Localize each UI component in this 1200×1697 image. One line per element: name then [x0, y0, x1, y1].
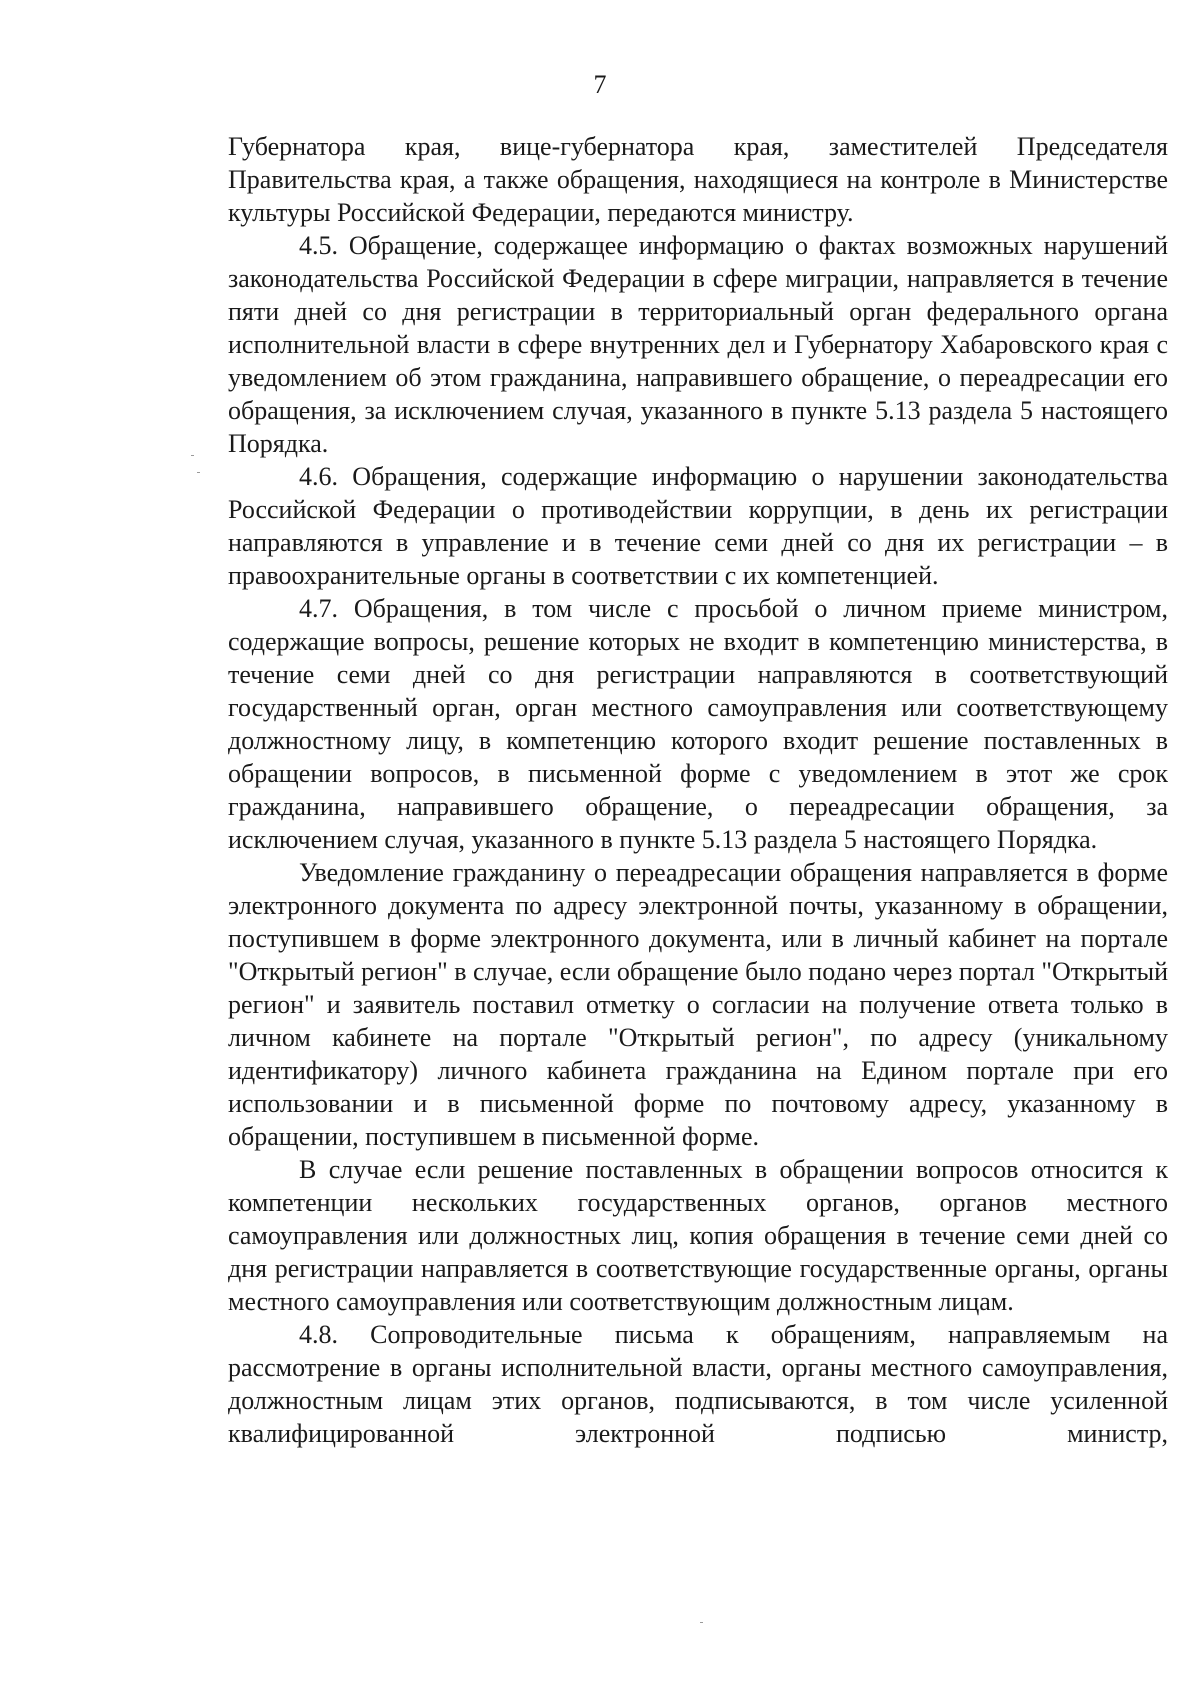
scan-speck: [191, 455, 194, 456]
paragraph-4-8: 4.8. Сопроводительные письма к обращениям, направляемым на рассмотрение в органы исполнительной власти, органы местного самоуправления, должностным лицам этих органов, подписываются, в том числе усиленной квалифицированной электронной подписью министр,: [228, 1320, 1168, 1448]
paragraph-4-7: 4.7. Обращения, в том числе с просьбой о личном приеме министром, содержащие вопросы, решение которых не входит в компетенцию министерства, в течение семи дней со дня регистрации направляются в соответствующий государственный орган, орган местного самоуправления или соответствующему должностному лицу, в компетенцию которого входит решение поставленных в обращении вопросов, в письменной форме с уведомлением в этот же срок гражданина, направившего обращение, о переадресации обращения, за исключением случая, указанного в пункте 5.13 раздела 5 настоящего Порядка.: [228, 594, 1168, 854]
scan-speck: [700, 1622, 703, 1623]
document-body: [228, 130, 1168, 1450]
paragraph-notification: Уведомление гражданину о переадресации обращения направляется в форме электронного документа по адресу электронной почты, указанному в обращении, поступившем в форме электронного документа, или в личный кабинет на портале "Открытый регион" в случае, если обращение было подано через портал "Открытый регион" и заявитель поставил отметку о согласии на получение ответа только в личном кабинете на портале "Открытый регион", по адресу (уникальному идентификатору) личного кабинета гражданина на Едином портале при его использовании и в письменной форме по почтовому адресу, указанному в обращении, поступившем в письменной форме.: [228, 858, 1168, 1151]
scan-speck: [197, 472, 200, 473]
paragraph-4-5: 4.5. Обращение, содержащее информацию о фактах возможных нарушений законодательства Российской Федерации в сфере миграции, направляется в течение пяти дней со дня регистрации в территориальный орган федерального органа исполнительной власти в сфере внутренних дел и Губернатору Хабаровского края с уведомлением об этом гражданина, направившего обращение, о переадресации его обращения, за исключением случая, указанного в пункте 5.13 раздела 5 настоящего Порядка.: [228, 231, 1168, 458]
paragraph-4-6: 4.6. Обращения, содержащие информацию о нарушении законодательства Российской Федерации о противодействии коррупции, в день их регистрации направляются в управление и в течение семи дней со дня их регистрации – в правоохранительные органы в соответствии с их компетенцией.: [228, 462, 1168, 590]
page-number: 7: [593, 70, 607, 99]
paragraph-continuation: Губернатора края, вице-губернатора края, заместителей Председателя Правительства края, а также обращения, находящиеся на контроле в Министерстве культуры Российской Федерации, передаются министру.: [228, 132, 1168, 227]
paragraph-multiple-bodies: В случае если решение поставленных в обращении вопросов относится к компетенции нескольких государственных органов, органов местного самоуправления или должностных лиц, копия обращения в течение семи дней со дня регистрации направляется в соответствующие государственные органы, органы местного самоуправления или соответствующим должностным лицам.: [228, 1155, 1168, 1316]
